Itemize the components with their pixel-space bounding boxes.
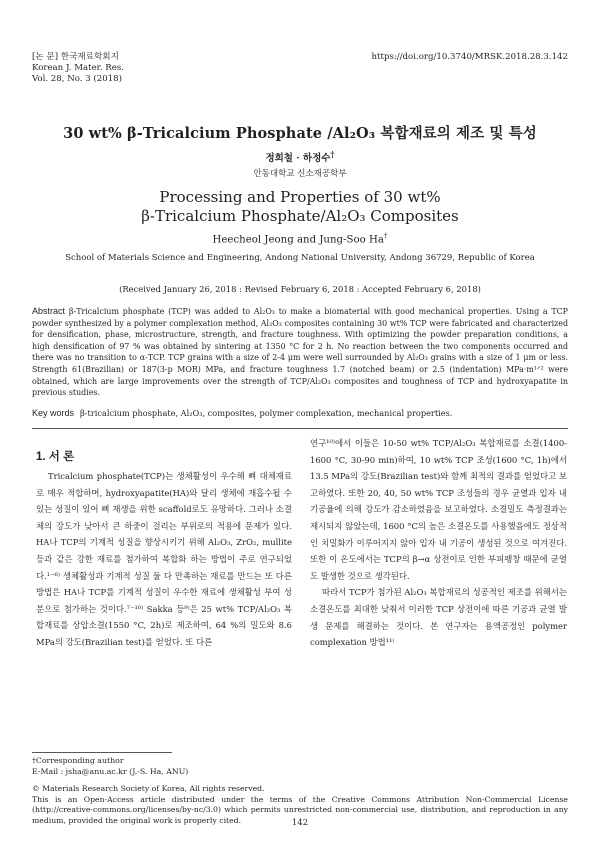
korean-author-mark: † bbox=[330, 150, 335, 159]
body-paragraph: Tricalcium phosphate(TCP)는 생체활성이 우수해 뼈 대체재료로 매우 적합하며, hydroxyapatite(HA)와 달리 생체에 재흡수될 수 있는 성질이 있어 뼈 재생을 위한 scaffold로도 유망하다. 그러나 소결체의 강도가 낮아서 큰 하중이 걸리는 부위로의 적용에 문제가 있다. HA나 TCP의 기계적 성질을 향상시키기 위해 Al₂O₃, ZrO₂, mullite 등과 같은 강한 재료를 첨가하여 복합화 하는 방법이 주로 연구되었다.¹⁻⁶⁾ 생체활성과 기계적 성질 둘 다 만족하는 재료를 만드는 또 다른 방법은 HA나 TCP를 기계적 성질이 우수한 재료에 생체활성 부여 성분으로 첨가하는 것이다.⁷⁻¹⁰⁾ Sakka 등⁹⁾은 25 wt% TCP/Al₂O₃ 복합재료를 상압소결(1550 °C, 2h)로 제조하여, 64 %의 밀도와 8.6 MPa의 강도(Brazilian test)를 얻었다. 또 다른 bbox=[36, 471, 292, 647]
body-paragraph: 연구¹⁰⁾에서 이들은 10-50 wt% TCP/Al₂O₃ 복합재료를 소결(1400-1600 °C, 30-90 min)하여, 10 wt% TCP 조성(1600 °C, 1h)에서 13.5 MPa의 강도(Brazilian test)와 함께 최적의 결과를 얻었다고 보고하였다. 또한 20, 40, 50 wt% TCP 조성들의 경우 균열과 입자 내 기공율에 의해 강도가 감소하였음을 보고하였다. 소결밀도 측정결과는 제시되지 않았는데, 1600 °C의 높은 소결온도를 사용했음에도 정상적인 치밀화가 이루어지지 않아 입자 내 기공이 생성된 것으로 여겨진다. 또한 이 온도에서는 TCP의 β→α 상전이로 인한 부피팽창 때문에 균열도 발생한 것으로 생각된다. bbox=[310, 438, 567, 581]
journal-name-english: Korean J. Mater. Res. bbox=[32, 63, 124, 73]
english-author-mark: † bbox=[383, 232, 388, 240]
author-email[interactable]: E-Mail : jsha@anu.ac.kr (J.-S. Ha, ANU) bbox=[32, 766, 189, 776]
copyright-line: © Materials Research Society of Korea, All rights reserved. bbox=[32, 784, 265, 793]
korean-title: 30 wt% β-Tricalcium Phosphate /Al₂O₃ 복합재료의 제조 및 특성 bbox=[63, 125, 537, 142]
page-number: 142 bbox=[291, 818, 309, 828]
keywords-text: β-tricalcium phosphate, Al₂O₃, composites, polymer complexation, mechanical properties. bbox=[80, 408, 453, 418]
journal-header bbox=[32, 52, 124, 85]
korean-author-names: 정희철 · 하정수 bbox=[265, 153, 331, 165]
english-title-line2: β-Tricalcium Phosphate/Al₂O₃ Composites bbox=[141, 207, 459, 225]
footnote-rule bbox=[32, 752, 172, 753]
abstract-text: β-Tricalcium phosphate (TCP) was added to Al₂O₃ to make a biomaterial with good mechanical properties. Using a TCP powder synthesized by a polymer complexation method, Al₂O₃ composites containing 30 wt% TCP were fabricated and characterized for densification, phase, microstructure, strength, and fracture toughness. With optimizing the powder preparation conditions, a high densification of 97 % was obtained by sintering at 1350 °C for 2 h. No reaction between the two components occurred and there was no transition to α-TCP. TCP grains with a size of 2-4 μm were well surrounded by Al₂O₃ grains with a size of 1 μm or less. Strength 61(Brazilian) or 187(3-p MOR) MPa, and fracture toughness 1.7 (notched beam) or 2.5 (indentation) MPa·m¹ᐟ² were obtained, which are large improvements over the strength of TCP/Al₂O₃ composites and toughness of TCP and hydroxyapatite in previous studies. bbox=[32, 307, 568, 398]
keywords-label: Key words bbox=[32, 408, 75, 418]
keywords bbox=[32, 408, 568, 418]
english-affiliation: School of Materials Science and Engineering, Andong National University, Andong 36729, Republic of Korea bbox=[65, 253, 535, 263]
license-text: This is an Open-Access article distributed under the terms of the Creative Commons Attribution Non-Commercial License (http://creative-commons.org/licenses/by-nc/3.0) which permits unrestricted non-commercial use, distribution, and reproduction in any medium, provided the original work is properly cited. bbox=[32, 794, 568, 825]
corresponding-author: †Corresponding author bbox=[32, 756, 124, 765]
korean-affiliation: 안동대학교 신소재공학부 bbox=[253, 169, 347, 179]
english-title-line1: Processing and Properties of 30 wt% bbox=[159, 188, 441, 206]
body-paragraph: 따라서 TCP가 첨가된 Al₂O₃ 복합재료의 성공적인 제조를 위해서는 소결온도를 최대한 낮춰서 이러한 TCP 상전이에 따른 기공과 균열 발생 문제를 해결하는 것이다. 본 연구자는 용액공정인 polymer complexation 방법¹¹⁾ bbox=[310, 587, 567, 648]
body-column-left bbox=[36, 468, 292, 651]
received-dates: (Received January 26, 2018 : Revised February 6, 2018 : Accepted February 6, 2018) bbox=[119, 284, 481, 294]
journal-volume: Vol. 28, No. 3 (2018) bbox=[32, 74, 122, 84]
english-author-names: Heecheol Jeong and Jung-Soo Ha bbox=[212, 234, 384, 246]
footnote bbox=[32, 756, 188, 777]
abstract-label: Abstract bbox=[32, 306, 66, 316]
body-column-right bbox=[310, 435, 567, 651]
journal-name-korean: [논 문] 한국재료학회지 bbox=[32, 52, 119, 62]
abstract bbox=[32, 306, 568, 399]
section-divider bbox=[32, 428, 568, 429]
korean-authors bbox=[0, 150, 600, 164]
section-heading-introduction: 1. 서 론 bbox=[36, 451, 75, 463]
english-authors bbox=[0, 232, 600, 245]
english-title bbox=[0, 188, 600, 226]
doi-link[interactable]: https://doi.org/10.3740/MRSK.2018.28.3.142 bbox=[371, 52, 568, 62]
